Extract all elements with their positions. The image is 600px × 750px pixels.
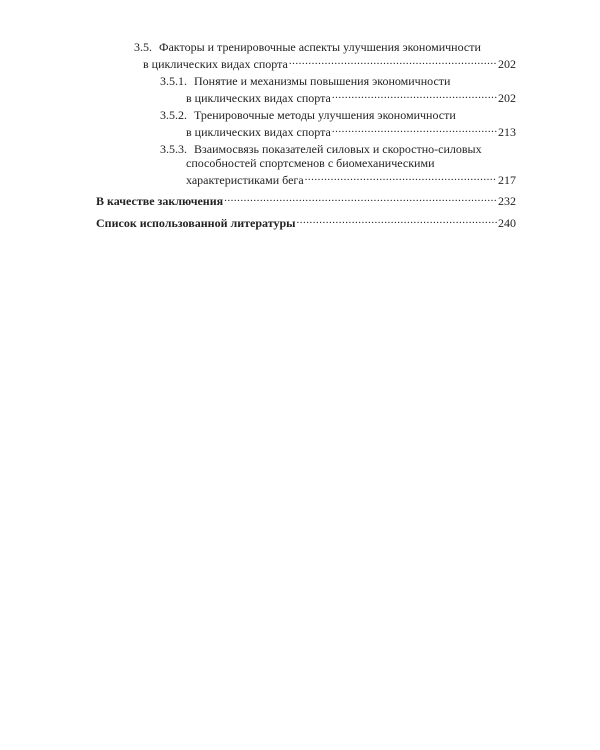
toc-page-number: 202 (498, 91, 516, 105)
toc-title: В качестве заключения (96, 194, 224, 208)
toc-title-line: характеристиками бега (186, 173, 304, 187)
dot-leader (332, 122, 497, 136)
toc-entry-3-5-3[interactable] (160, 142, 516, 187)
toc-number: 3.5. (134, 40, 152, 54)
toc-title-line: Факторы и тренировочные аспекты улучшения экономичности (159, 40, 481, 54)
toc-title-line: в циклических видах спорта (186, 91, 331, 105)
toc-entry-conclusion[interactable] (96, 191, 516, 208)
toc-entry-3-5-2[interactable] (160, 108, 516, 139)
toc-number: 3.5.2. (160, 108, 187, 122)
toc-page-number: 217 (498, 173, 516, 187)
dot-leader (332, 88, 497, 102)
toc-title-line: в циклических видах спорта (143, 57, 288, 71)
toc-page-number: 232 (498, 194, 516, 208)
dot-leader (289, 54, 497, 68)
toc-page-number: 240 (498, 216, 516, 230)
toc-entry-3-5[interactable] (134, 40, 516, 71)
toc-page-number: 202 (498, 57, 516, 71)
toc-title: Список использованной литературы (96, 216, 296, 230)
toc-number: 3.5.1. (160, 74, 187, 88)
toc-number: 3.5.3. (160, 142, 187, 156)
toc-entry-3-5-1[interactable] (160, 74, 516, 105)
toc-title-line: в циклических видах спорта (186, 125, 331, 139)
toc-title-line: Взаимосвязь показателей силовых и скоростно-силовых (194, 142, 482, 156)
dot-leader (224, 191, 497, 205)
toc-title-line: Тренировочные методы улучшения экономичности (194, 108, 456, 122)
toc-title-line: Понятие и механизмы повышения экономичности (194, 74, 451, 88)
dot-leader (297, 213, 498, 227)
table-of-contents (96, 40, 516, 230)
toc-title-line: способностей спортсменов с биомеханическими (186, 156, 435, 170)
toc-entry-references[interactable] (96, 213, 516, 230)
dot-leader (305, 170, 497, 184)
toc-page-number: 213 (498, 125, 516, 139)
